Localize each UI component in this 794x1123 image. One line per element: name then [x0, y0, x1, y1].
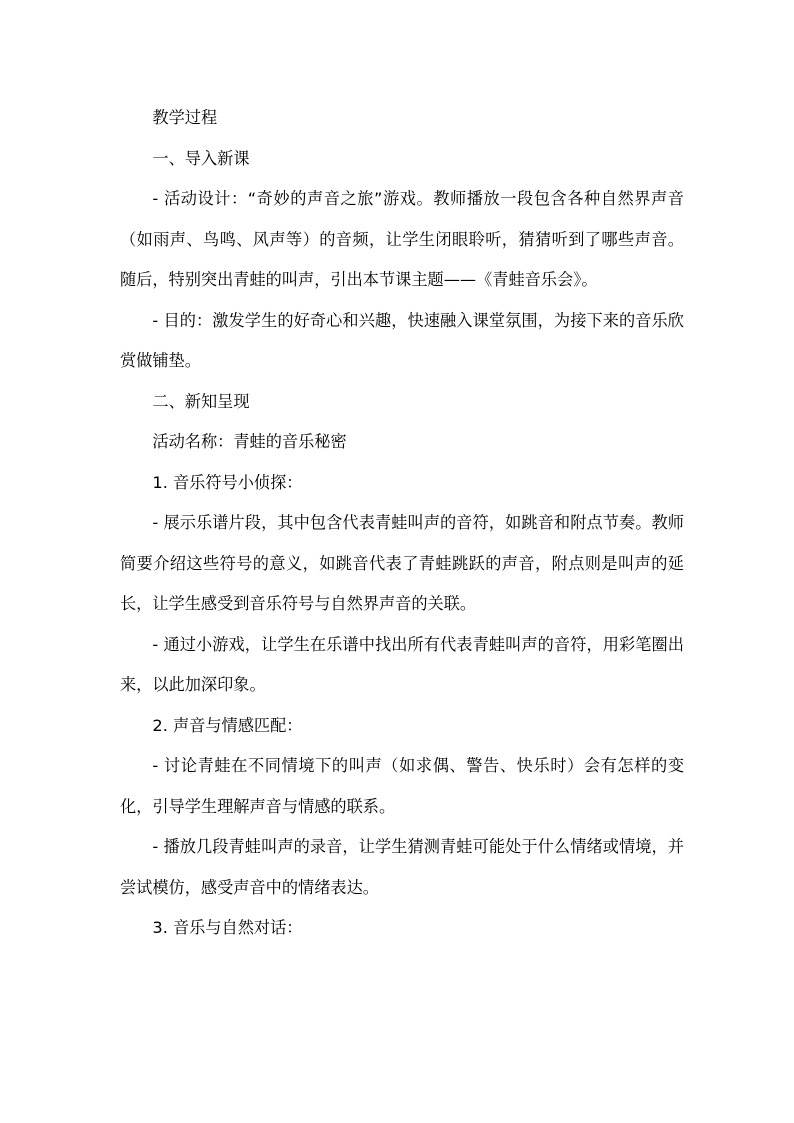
document-body [120, 98, 684, 949]
list-item-heading: 2. 声音与情感匹配： [152, 715, 303, 735]
section-heading: 一、导入新课 [152, 148, 250, 168]
body-paragraph: - 播放几段青蛙叫声的录音，让学生猜测青蛙可能处于什么情绪或情境，并尝试模仿，感受声音中的情绪表达。 [120, 837, 684, 897]
section-heading: 二、新知呈现 [152, 391, 250, 411]
body-paragraph: - 讨论青蛙在不同情境下的叫声（如求偶、警告、快乐时）会有怎样的变化，引导学生理解声音与情感的联系。 [120, 756, 684, 816]
section-heading: 教学过程 [152, 108, 218, 127]
list-item-heading: 3. 音乐与自然对话： [152, 918, 303, 937]
body-paragraph: - 活动设计：“奇妙的声音之旅”游戏。教师播放一段包含各种自然界声音（如雨声、鸟鸣、风声等）的音频，让学生闭眼聆听，猜猜听到了哪些声音。随后，特别突出青蛙的叫声，引出本节课主题——《青蛙音乐会》。 [120, 189, 684, 289]
body-paragraph: - 目的：激发学生的好奇心和兴趣，快速融入课堂氛围，为接下来的音乐欣赏做铺垫。 [120, 310, 684, 370]
body-paragraph: - 展示乐谱片段，其中包含代表青蛙叫声的音符，如跳音和附点节奏。教师简要介绍这些符号的意义，如跳音代表了青蛙跳跃的声音，附点则是叫声的延长，让学生感受到音乐符号与自然界声音的关联。 [120, 513, 684, 613]
list-item-heading: 1. 音乐符号小侦探： [152, 472, 303, 492]
body-paragraph: 活动名称：青蛙的音乐秘密 [152, 432, 347, 451]
body-paragraph: - 通过小游戏，让学生在乐谱中找出所有代表青蛙叫声的音符，用彩笔圈出来，以此加深印象。 [120, 634, 684, 694]
